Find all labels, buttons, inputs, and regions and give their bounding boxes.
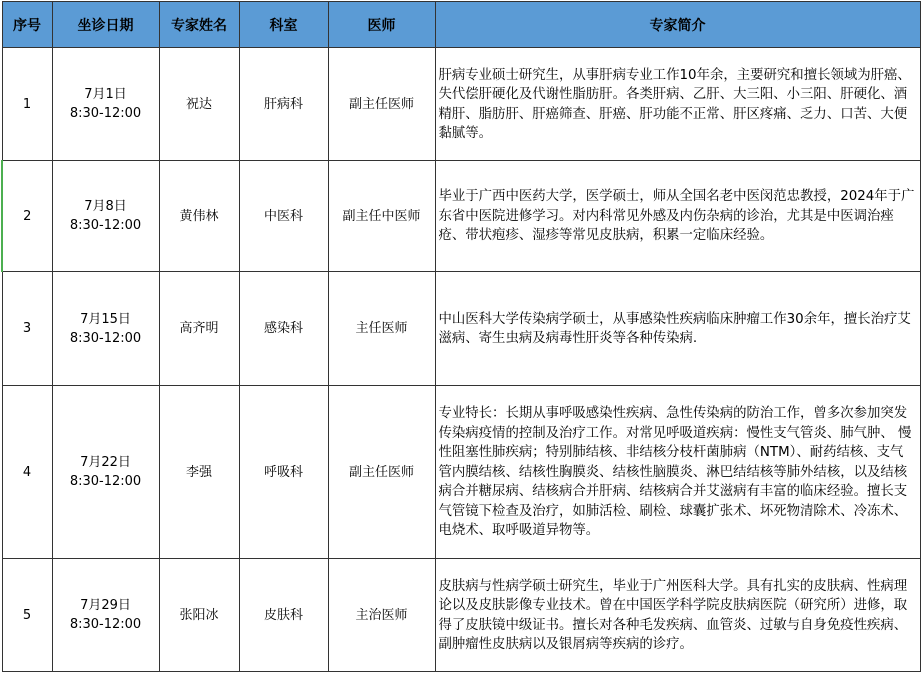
cell-dept: 感染科: [239, 272, 328, 386]
date-time: 8:30-12:00: [69, 617, 142, 632]
cell-intro: 毕业于广西中医药大学，医学硕士，师从全国名老中医闵范忠教授，2024年于广东省中医院进修学习。对内科常见外感及内伤杂病的诊治，尤其是中医调治痤疮、带状疱疹、湿疹等常见皮肤病，积累一定临床经验。: [435, 161, 920, 272]
header-date: 坐诊日期: [52, 2, 159, 48]
table-row: [2, 272, 920, 386]
cell-title: 副主任中医师: [328, 161, 435, 272]
cell-intro: 专业特长：长期从事呼吸感染性疾病、急性传染病的防治工作，曾多次参加突发传染病疫情的控制及治疗工作。对常见呼吸道疾病：慢性支气管炎、肺气肿、 慢性阻塞性肺疾病；特别肺结核、非结核分枝杆菌肺病（NTM）、耐药结核、支气管内膜结核、结核性胸膜炎、结核性脑膜炎、淋巴结结核等肺外结核，以及结核病合并糖尿病、结核病合并肝病、结核病合并艾滋病有丰富的临床经验。擅长支气管镜下检查及治疗，如肺活检、刷检、球囊扩张术、坏死物清除术、冷冻术、电烧术、取呼吸道异物等。: [435, 386, 920, 559]
cell-dept: 肝病科: [239, 48, 328, 161]
cell-name: 祝达: [159, 48, 239, 161]
date-day: 7月29日: [80, 598, 131, 613]
cell-seq: 5: [2, 559, 52, 672]
cell-title: 副主任医师: [328, 48, 435, 161]
cell-title: 主任医师: [328, 272, 435, 386]
cell-title: 副主任医师: [328, 386, 435, 559]
header-row: [2, 2, 920, 48]
header-title: 医师: [328, 2, 435, 48]
cell-intro: 皮肤病与性病学硕士研究生，毕业于广州医科大学。具有扎实的皮肤病、性病理论以及皮肤影像专业技术。曾在中国医学科学院皮肤病医院（研究所）进修，取得了皮肤镜中级证书。擅长对各种毛发疾病、血管炎、过敏与自身免疫性疾病、副肿瘤性皮肤病以及银屑病等疾病的诊疗。: [435, 559, 920, 672]
table-row: [2, 386, 920, 559]
date-time: 8:30-12:00: [69, 106, 142, 121]
cell-seq: 1: [2, 48, 52, 161]
cell-dept: 中医科: [239, 161, 328, 272]
header-dept: 科室: [239, 2, 328, 48]
table-row: [2, 559, 920, 672]
cell-date: [52, 161, 159, 272]
cell-date: [52, 48, 159, 161]
header-seq: 序号: [2, 2, 52, 48]
table-row: [2, 48, 920, 161]
cell-seq: 4: [2, 386, 52, 559]
expert-schedule-table: [1, 1, 921, 672]
cell-seq: 3: [2, 272, 52, 386]
cell-name: 高齐明: [159, 272, 239, 386]
cell-date: [52, 559, 159, 672]
header-intro: 专家简介: [435, 2, 920, 48]
date-time: 8:30-12:00: [69, 218, 142, 233]
date-day: 7月8日: [84, 199, 127, 214]
date-day: 7月15日: [80, 311, 131, 327]
cell-title: 主治医师: [328, 559, 435, 672]
cell-date: [52, 272, 159, 386]
cell-name: 黄伟林: [159, 161, 239, 272]
date-day: 7月1日: [84, 87, 127, 102]
cell-date: [52, 386, 159, 559]
cell-name: 李强: [159, 386, 239, 559]
cell-dept: 皮肤科: [239, 559, 328, 672]
cell-dept: 呼吸科: [239, 386, 328, 559]
cell-intro: 肝病专业硕士研究生，从事肝病专业工作10年余，主要研究和擅长领域为肝癌、失代偿肝硬化及代谢性脂肪肝。各类肝病、乙肝、大三阳、小三阳、肝硬化、酒精肝、脂肪肝、肝癌筛查、肝癌、肝功能不正常、肝区疼痛、乏力、口苦、大便黏腻等。: [435, 48, 920, 161]
date-time: 8:30-12:00: [69, 330, 142, 346]
header-name: 专家姓名: [159, 2, 239, 48]
date-day: 7月22日: [80, 455, 131, 470]
cell-intro: 中山医科大学传染病学硕士，从事感染性疾病临床肿瘤工作30余年，擅长治疗艾滋病、寄生虫病及病毒性肝炎等各种传染病.: [435, 272, 920, 386]
cell-name: 张阳冰: [159, 559, 239, 672]
cell-seq: 2: [2, 161, 52, 272]
date-time: 8:30-12:00: [69, 474, 142, 489]
table-row: [2, 161, 920, 272]
